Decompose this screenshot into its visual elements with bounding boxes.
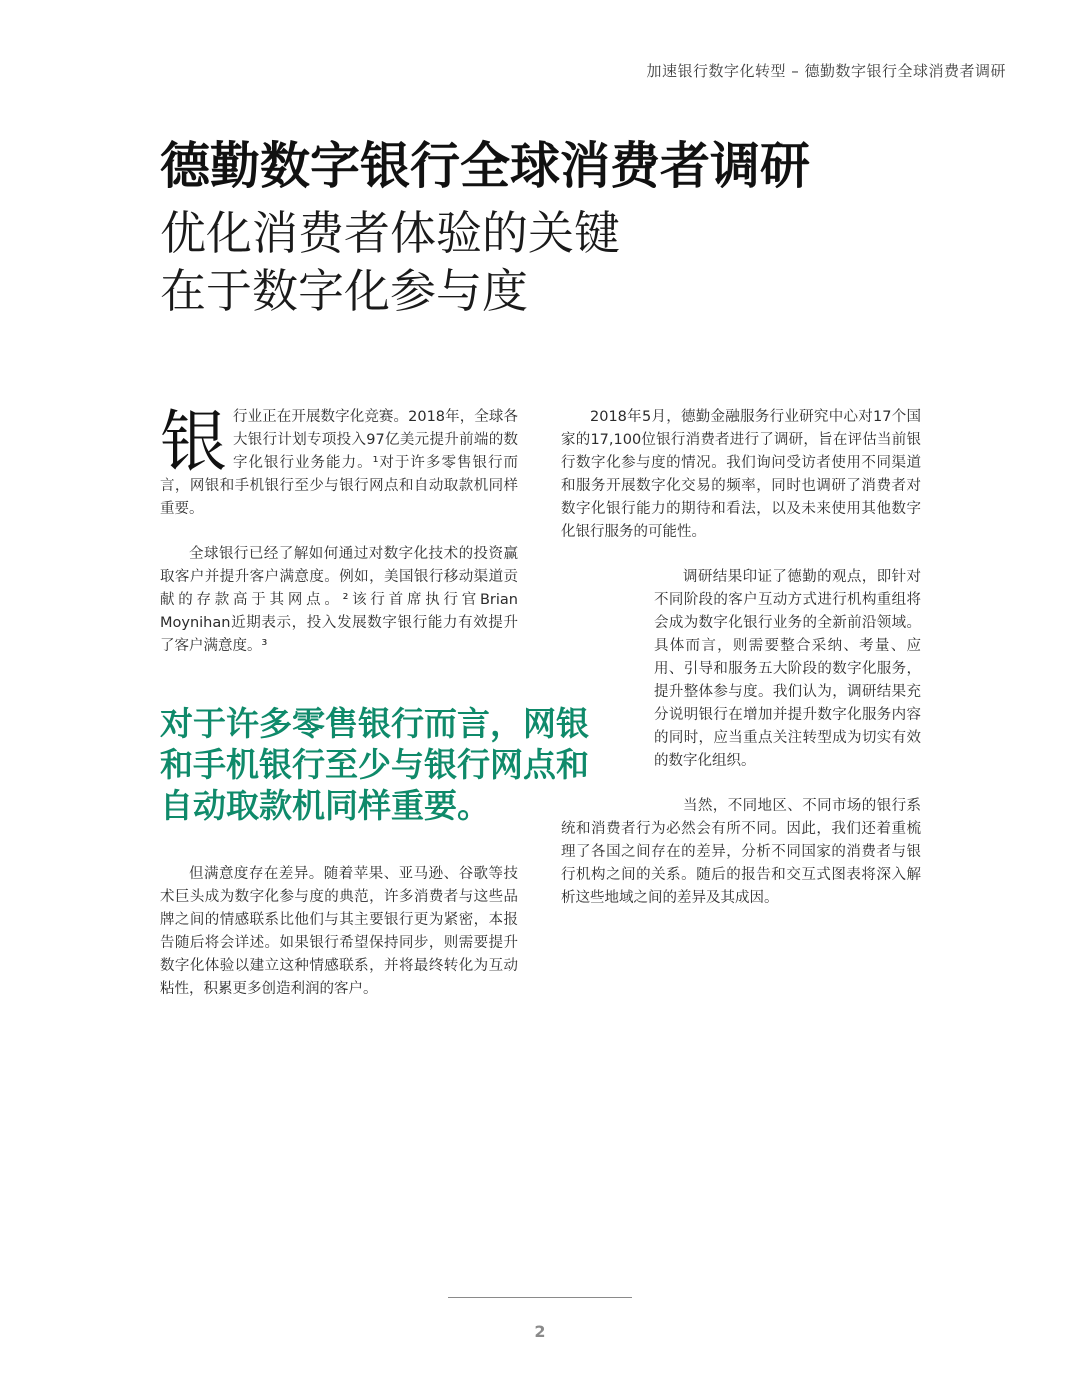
pull-quote-line-2: 和手机银行至少与银行网点和 — [160, 745, 589, 784]
body-paragraph: 2018年5月，德勤金融服务行业研究中心对17个国家的17,100位银行消费者进行了调研，旨在评估当前银行数字化参与度的情况。我们询问受访者使用不同渠道和服务开展数字化交易的频率，同时也调研了消费者对数字化银行能力的期待和看法，以及未来使用其他数字化银行服务的可能性。 — [561, 409, 921, 540]
left-column-lower — [160, 863, 518, 1001]
footer-divider — [448, 1297, 632, 1298]
subtitle-line-2: 在于数字化参与度 — [160, 264, 528, 318]
body-paragraph: 但满意度存在差异。随着苹果、亚马逊、谷歌等技术巨头成为数字化参与度的典范，许多消费者与这些品牌之间的情感联系比他们与其主要银行更为紧密，本报告随后将会详述。如果银行希望保持同步，则需要提升数字化体验以建立这种情感联系，并将最终转化为互动粘性，积累更多创造利润的客户。 — [160, 866, 518, 997]
page-subtitle — [160, 204, 620, 320]
running-header: 加速银行数字化转型 – 德勤数字银行全球消费者调研 — [646, 62, 1006, 80]
intro-paragraph-text: 行业正在开展数字化竞赛。2018年，全球各大银行计划专项投入97亿美元提升前端的数字化银行业务能力。¹对于许多零售银行而言，网银和手机银行至少与银行网点和自动取款机同样重要。 — [160, 409, 518, 517]
intro-paragraph — [160, 403, 518, 521]
pull-quote-line-1: 对于许多零售银行而言，网银 — [160, 704, 589, 743]
right-column — [561, 406, 921, 910]
pull-quote-wrap-space — [561, 566, 654, 796]
drop-cap: 银 — [160, 403, 227, 481]
pull-quote-line-3: 自动取款机同样重要。 — [160, 786, 490, 825]
page-number: 2 — [534, 1322, 546, 1341]
pull-quote — [160, 703, 620, 826]
body-paragraph: 全球银行已经了解如何通过对数字化技术的投资赢取客户并提升客户满意度。例如，美国银行移动渠道贡献的存款高于其网点。²该行首席执行官Brian Moynihan近期表示，投入发展数字银行能力有效提升了客户满意度。³ — [160, 546, 518, 654]
page-title: 德勤数字银行全球消费者调研 — [160, 137, 810, 195]
body-paragraph: 调研结果印证了德勤的观点，即针对不同阶段的客户互动方式进行机构重组将会成为数字化银行业务的全新前沿领域。具体而言，则需要整合采纳、考量、应用、引导和服务五大阶段的数字化服务，提升整体参与度。我们认为，调研结果充分说明银行在增加并提升数字化服务内容的同时，应当重点关注转型成为切实有效的数字化组织。 — [654, 569, 921, 769]
body-paragraph: 当然，不同地区、不同市场的银行系统和消费者行为必然会有所不同。因此，我们还着重梳理了各国之间存在的差异，分析不同国家的消费者与银行机构之间的关系。随后的报告和交互式图表将深入解析这些地域之间的差异及其成因。 — [561, 798, 921, 906]
left-column — [160, 403, 518, 658]
subtitle-line-1: 优化消费者体验的关键 — [160, 206, 620, 260]
